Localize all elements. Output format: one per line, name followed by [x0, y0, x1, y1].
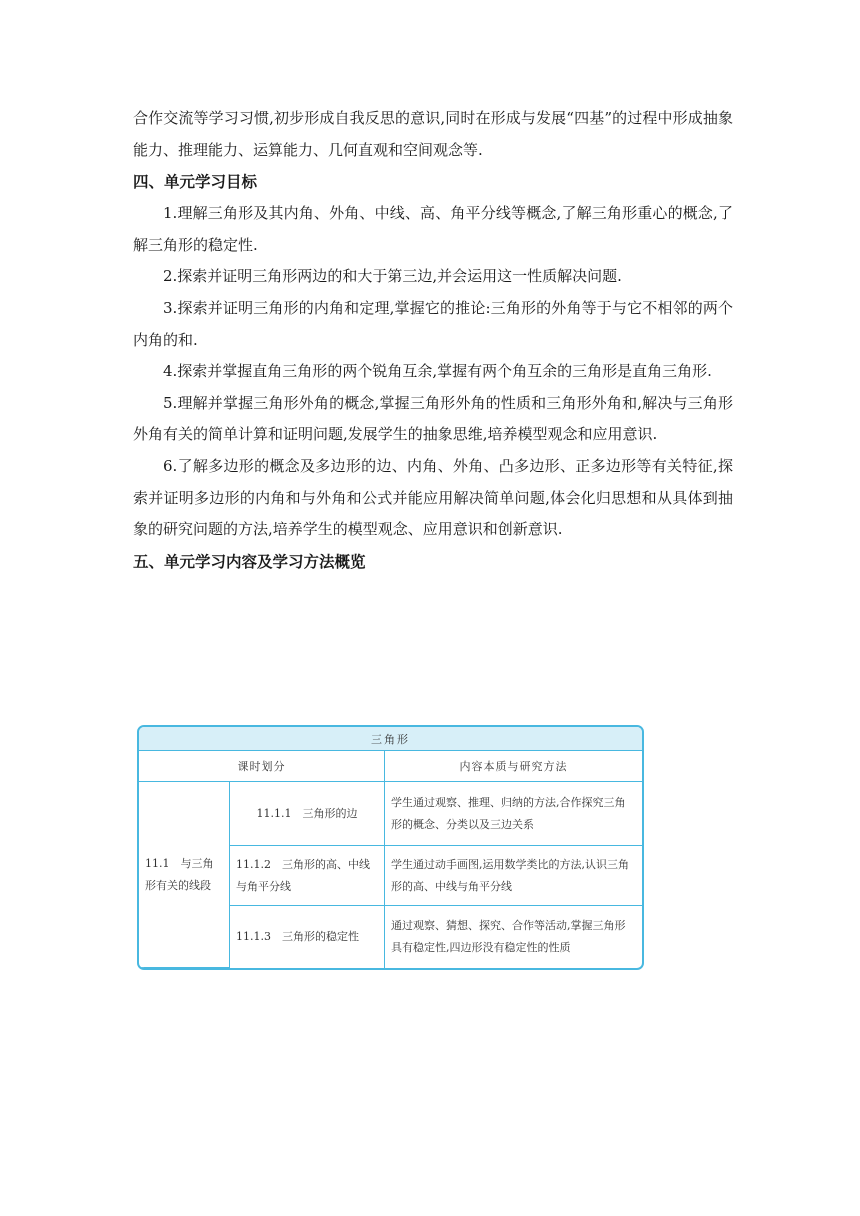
goal-item: 4.探索并掌握直角三角形的两个锐角互余,掌握有两个角互余的三角形是直角三角形.: [163, 362, 712, 381]
intro-paragraph: 合作交流等学习习惯,初步形成自我反思的意识,同时在形成与发展“四基”的过程中形成抽象能力、推理能力、运算能力、几何直观和空间观念等.: [133, 109, 733, 159]
section-heading-goals: 四、单元学习目标: [133, 173, 258, 192]
goal-item: 3.探索并证明三角形的内角和定理,掌握它的推论:三角形的外角等于与它不相邻的两个内角的和.: [133, 298, 733, 349]
column-header-division: 课时划分: [139, 751, 385, 782]
section-heading-overview: 五、单元学习内容及学习方法概览: [133, 552, 366, 571]
overview-table: [137, 725, 644, 970]
table-title: 三角形: [139, 727, 642, 751]
content-cell: 学生通过动手画图,运用数学类比的方法,认识三角形的高、中线与角平分线: [385, 845, 643, 906]
goal-item: 5.理解并掌握三角形外角的概念,掌握三角形外角的性质和三角形外角和,解决与三角形外角有关的简单计算和证明问题,发展学生的抽象思维,培养模型观念和应用意识.: [133, 393, 733, 444]
table-row: [139, 782, 642, 846]
lesson-cell: 11.1.3 三角形的稳定性: [230, 906, 385, 968]
lesson-cell: 11.1.1 三角形的边: [230, 782, 385, 846]
goal-item: 2.探索并证明三角形两边的和大于第三边,并会运用这一性质解决问题.: [163, 267, 622, 286]
content-cell: 学生通过观察、推理、归纳的方法,合作探究三角形的概念、分类以及三边关系: [385, 782, 643, 846]
lesson-cell: 11.1.2 三角形的高、中线与角平分线: [230, 845, 385, 906]
document-body: [133, 103, 733, 578]
content-cell: 通过观察、猜想、探究、合作等活动,掌握三角形具有稳定性,四边形没有稳定性的性质: [385, 906, 643, 968]
unit-cell: 11.1 与三角形有关的线段: [139, 782, 230, 968]
goal-item: 1.理解三角形及其内角、外角、中线、高、角平分线等概念,了解三角形重心的概念,了解三角形的稳定性.: [133, 204, 733, 254]
column-header-method: 内容本质与研究方法: [385, 751, 643, 782]
goal-item: 6.了解多边形的概念及多边形的边、内角、外角、凸多边形、正多边形等有关特征,探索并证明多边形的内角和与外角和公式并能应用解决简单问题,体会化归思想和从具体到抽象的研究问题的方法,培养学生的模型观念、应用意识和创新意识.: [133, 456, 733, 539]
